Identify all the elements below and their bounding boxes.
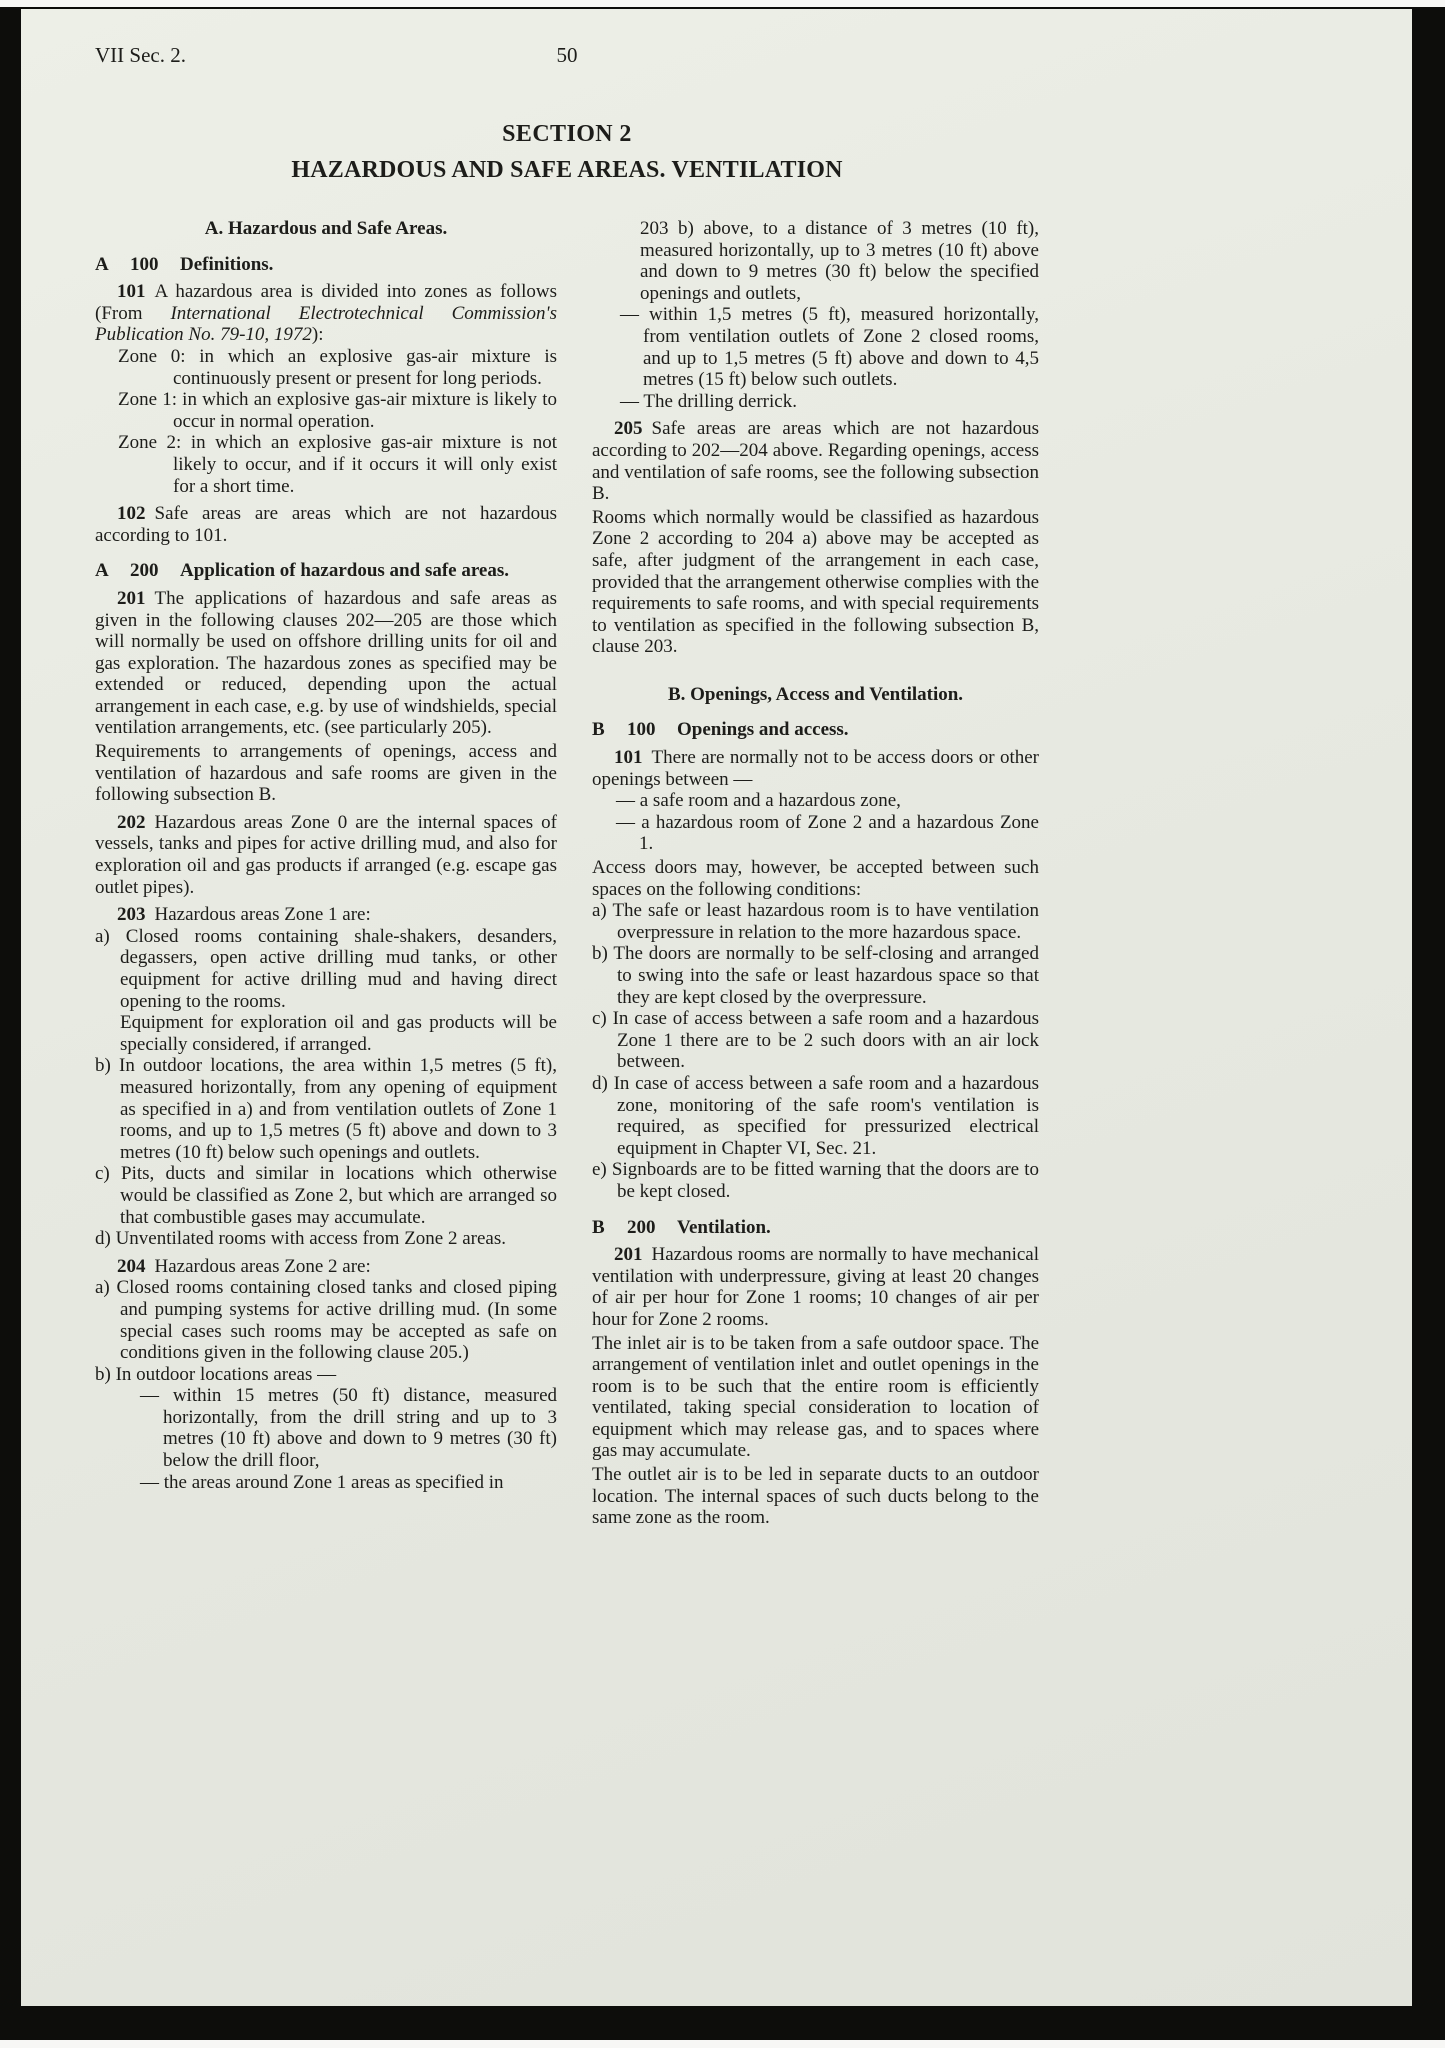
paragraph-text: Hazardous rooms are normally to have mechanical ventilation with underpressure, giving at least 20 changes of air per hour for Zone 1 rooms; 10 changes of air per hour for Zone 2 rooms. [592,1244,1039,1330]
paragraph-205 [592,418,1039,504]
lettered-list-item [95,1364,557,1386]
clause-number: 200 [130,560,159,582]
item-text: In outdoor locations areas — [115,1363,337,1385]
paragraph-text: Requirements to arrangements of openings, access and ventilation of hazardous and safe rooms are given in the following subsection B. [95,741,557,806]
lettered-list-item [592,1008,1039,1073]
item-text: — The drilling derrick. [620,390,797,412]
clause-heading-a200 [95,560,557,582]
lettered-list-item [592,900,1039,943]
item-text: Pits, ducts and similar in locations which otherwise would be classified as Zone 2, but which are arranged so that combustible gases may accumulate. [120,1163,557,1228]
paragraph-text: Access doors may, however, be accepted between such spaces on the following conditions: [592,857,1039,900]
item-text: Equipment for exploration oil and gas products will be specially considered, if arranged. [120,1012,557,1055]
item-label: a) [592,900,607,922]
lettered-list-item [95,1277,557,1363]
paragraph-202 [95,812,557,898]
item-text: — a safe room and a hazardous zone, [616,790,901,812]
item-label: b) [95,1363,111,1385]
section-ref: VII Sec. 2. [95,43,186,67]
paragraph-205-continuation [592,507,1039,658]
paragraph-text: ): [311,324,324,346]
paragraph-number: 102 [117,503,146,525]
clause-number: 200 [627,1216,656,1238]
zone-text: in which an explosive gas-air mixture is not likely to occur, and if it occurs it will only exist for a short time. [173,432,557,497]
paragraph-number: 101 [614,747,643,769]
zone-text: in which an explosive gas-air mixture is likely to occur in normal operation. [173,389,557,432]
zone-definition-item [95,389,557,432]
clause-heading-b100 [592,719,1039,741]
item-text: In outdoor locations, the area within 1,5 metres (5 ft), measured horizontally, from any opening of equipment as specified in a) and from ventilation outlets of Zone 1 rooms, and up to 1,5 metres (5 ft) above and down to 3 metres (10 ft) below such openings and outlets. [119,1055,558,1163]
item-text: — a hazardous room of Zone 2 and a hazardous Zone 1. [616,811,1039,855]
paragraph-204b-continuation [592,218,1039,304]
paragraph-outlet-air [592,1464,1039,1529]
paragraph-b101 [592,747,1039,790]
paragraph-101 [95,281,557,346]
paragraph-text: Safe areas are areas which are not hazardous according to 101. [95,503,557,546]
clause-title: Application of hazardous and safe areas. [180,560,510,582]
paragraph-102 [95,503,557,546]
document-page [21,9,1412,2006]
paragraph-204 [95,1256,557,1278]
paragraph-number: 201 [614,1244,643,1266]
item-text: The doors are normally to be self-closing and arranged to swing into the safe or least hazardous space so that they are kept closed by the overpressure. [613,943,1039,1008]
clause-title: Ventilation. [677,1216,771,1238]
item-text: Unventilated rooms with access from Zone 2 areas. [115,1228,507,1250]
zone-definition-item [95,346,557,389]
lettered-list-item [95,926,557,1012]
paragraph-text: A hazardous area is divided into zones as follows (From [95,281,557,324]
item-label: c) [592,1008,607,1030]
clause-number: 100 [627,719,656,741]
dash-list-item [592,391,1039,413]
lettered-list-item [592,943,1039,1008]
section-title: SECTION 2 [502,121,632,147]
paragraph-201 [95,588,557,739]
paragraph-number: 101 [117,281,146,303]
item-label: b) [95,1055,111,1077]
paragraph-number: 205 [614,418,643,440]
paragraph-access-doors [592,857,1039,900]
item-text: The safe or least hazardous room is to have ventilation overpressure in relation to the more hazardous space. [612,900,1039,943]
lettered-list-item [592,1073,1039,1159]
paragraph-number: 201 [117,587,146,609]
item-text: — within 15 metres (50 ft) distance, measured horizontally, from the drill string and up to 3 metres (10 ft) above and down to 9 metres (30 ft) below the drill floor, [140,1385,557,1472]
item-label: c) [95,1163,110,1185]
paragraph-text: Safe areas are areas which are not hazardous according to 202—204 above. Regarding openings, access and ventilation of safe rooms, see the following subsection B. [592,418,1039,505]
paragraph-text: The applications of hazardous and safe areas as given in the following clauses 202—205 are those which will normally be used on offshore drilling units for oil and gas exploration. The hazardous zones as specified may be extended or reduced, depending upon the actual arrangement in each case, e.g. by use of windshields, special ventilation arrangements, etc. (see particularly 205). [95,587,557,739]
item-label: d) [592,1072,608,1094]
item-text: Closed rooms containing shale-shakers, desanders, degassers, open active drilling mud tanks, or other equipment for active drilling mud and having direct opening to the rooms. [120,925,557,1012]
page-number: 50 [556,43,578,67]
clause-letter: B [592,719,605,741]
clause-title: Definitions. [180,253,274,275]
clause-letter: A [95,253,109,275]
paragraph-text: The outlet air is to be led in separate ducts to an outdoor location. The internal spaces of such ducts belong to the same zone as the room. [592,1464,1039,1529]
paragraph-201-continuation [95,741,557,806]
page-header [95,43,1039,69]
clause-heading-b200 [592,1217,1039,1239]
page-content [95,9,1039,1529]
paragraph-b201 [592,1244,1039,1330]
paragraph-text: There are normally not to be access doors or other openings between — [592,747,1039,790]
section-subtitle: HAZARDOUS AND SAFE AREAS. VENTILATION [291,157,843,183]
clause-heading-a100 [95,254,557,276]
paragraph-text: Hazardous areas Zone 1 are: [154,904,371,926]
item-text: — the areas around Zone 1 areas as specified in [140,1471,504,1493]
paragraph-text: The inlet air is to be taken from a safe outdoor space. The arrangement of ventilation inlet and outlet openings in the room is to be such that the entire room is efficiently ventilated, taking special consideration to location of equipment which may release gas, and to spaces where gas may accumulate. [592,1332,1039,1462]
dash-list-item [95,1385,557,1471]
zone-label: Zone 0: [118,345,186,367]
clause-title: Openings and access. [677,719,849,741]
zone-label: Zone 2: [118,432,182,454]
lettered-list-item [95,1228,557,1250]
dash-list-item [592,812,1039,855]
two-column-layout [95,218,1039,1529]
item-text: Signboards are to be fitted warning that the doors are to be kept closed. [611,1159,1040,1202]
item-text: — within 1,5 metres (5 ft), measured horizontally, from ventilation outlets of Zone 2 closed rooms, and up to 1,5 metres (5 ft) above and down to 4,5 metres (15 ft) below such outlets. [620,304,1039,391]
subsection-heading-b: B. Openings, Access and Ventilation. [667,683,964,705]
paragraph-number: 202 [117,811,146,833]
dash-list-item [592,304,1039,390]
zone-definition-item [95,432,557,497]
clause-letter: A [95,560,109,582]
paragraph-number: 204 [117,1255,146,1277]
paragraph-text: 203 b) above, to a distance of 3 metres (10 ft), measured horizontally, up to 3 metres (10 ft) above and down to 9 metres (30 ft) below the specified openings and outlets, [640,218,1039,304]
paragraph-inlet-air [592,1333,1039,1463]
subsection-heading-a: A. Hazardous and Safe Areas. [204,218,448,239]
item-label: d) [95,1228,111,1250]
item-text: In case of access between a safe room and a hazardous Zone 1 there are to be 2 such doors with an air lock between. [612,1008,1039,1073]
item-text: In case of access between a safe room and a hazardous zone, monitoring of the safe room's ventilation is required, as specified for pressurized electrical equipment in Chapter VI, Sec. 21. [613,1072,1040,1159]
clause-letter: B [592,1216,605,1238]
zone-label: Zone 1: [118,389,177,411]
left-column [95,218,557,1529]
item-text: Closed rooms containing closed tanks and closed piping and pumping systems for active drilling mud. (In some special cases such rooms may be accepted as safe on conditions given in the following clause 205.) [116,1277,558,1364]
dash-list-item [95,1472,557,1494]
right-column [592,218,1039,1529]
paragraph-203 [95,904,557,926]
publication-reference: International Electrotechnical Commission's Publication No. 79-10, 1972 [95,302,557,346]
dash-list-item [592,790,1039,812]
item-label: a) [95,1277,110,1299]
lettered-list-item [95,1055,557,1163]
paragraph-number: 203 [117,904,146,926]
paragraph-text: Hazardous areas Zone 2 are: [154,1255,371,1277]
clause-number: 100 [130,253,159,275]
paragraph-text: Rooms which normally would be classified as hazardous Zone 2 according to 204 a) above may be accepted as safe, after judgment of the arrangement in each case, provided that the arrangement otherwise complies with the requirements to safe rooms, and with special requirements to ventilation as specified in the following subsection B, clause 203. [592,506,1039,658]
zone-text: in which an explosive gas-air mixture is continuously present or present for long periods. [173,345,557,389]
item-label: e) [592,1159,607,1181]
item-label: a) [95,925,110,947]
list-item-continuation [95,1012,557,1055]
item-label: b) [592,943,608,965]
paragraph-text: Hazardous areas Zone 0 are the internal spaces of vessels, tanks and pipes for active drilling mud, and also for exploration oil and gas products if arranged (e.g. escape gas outlet pipes). [95,811,557,898]
lettered-list-item [592,1159,1039,1202]
lettered-list-item [95,1163,557,1228]
